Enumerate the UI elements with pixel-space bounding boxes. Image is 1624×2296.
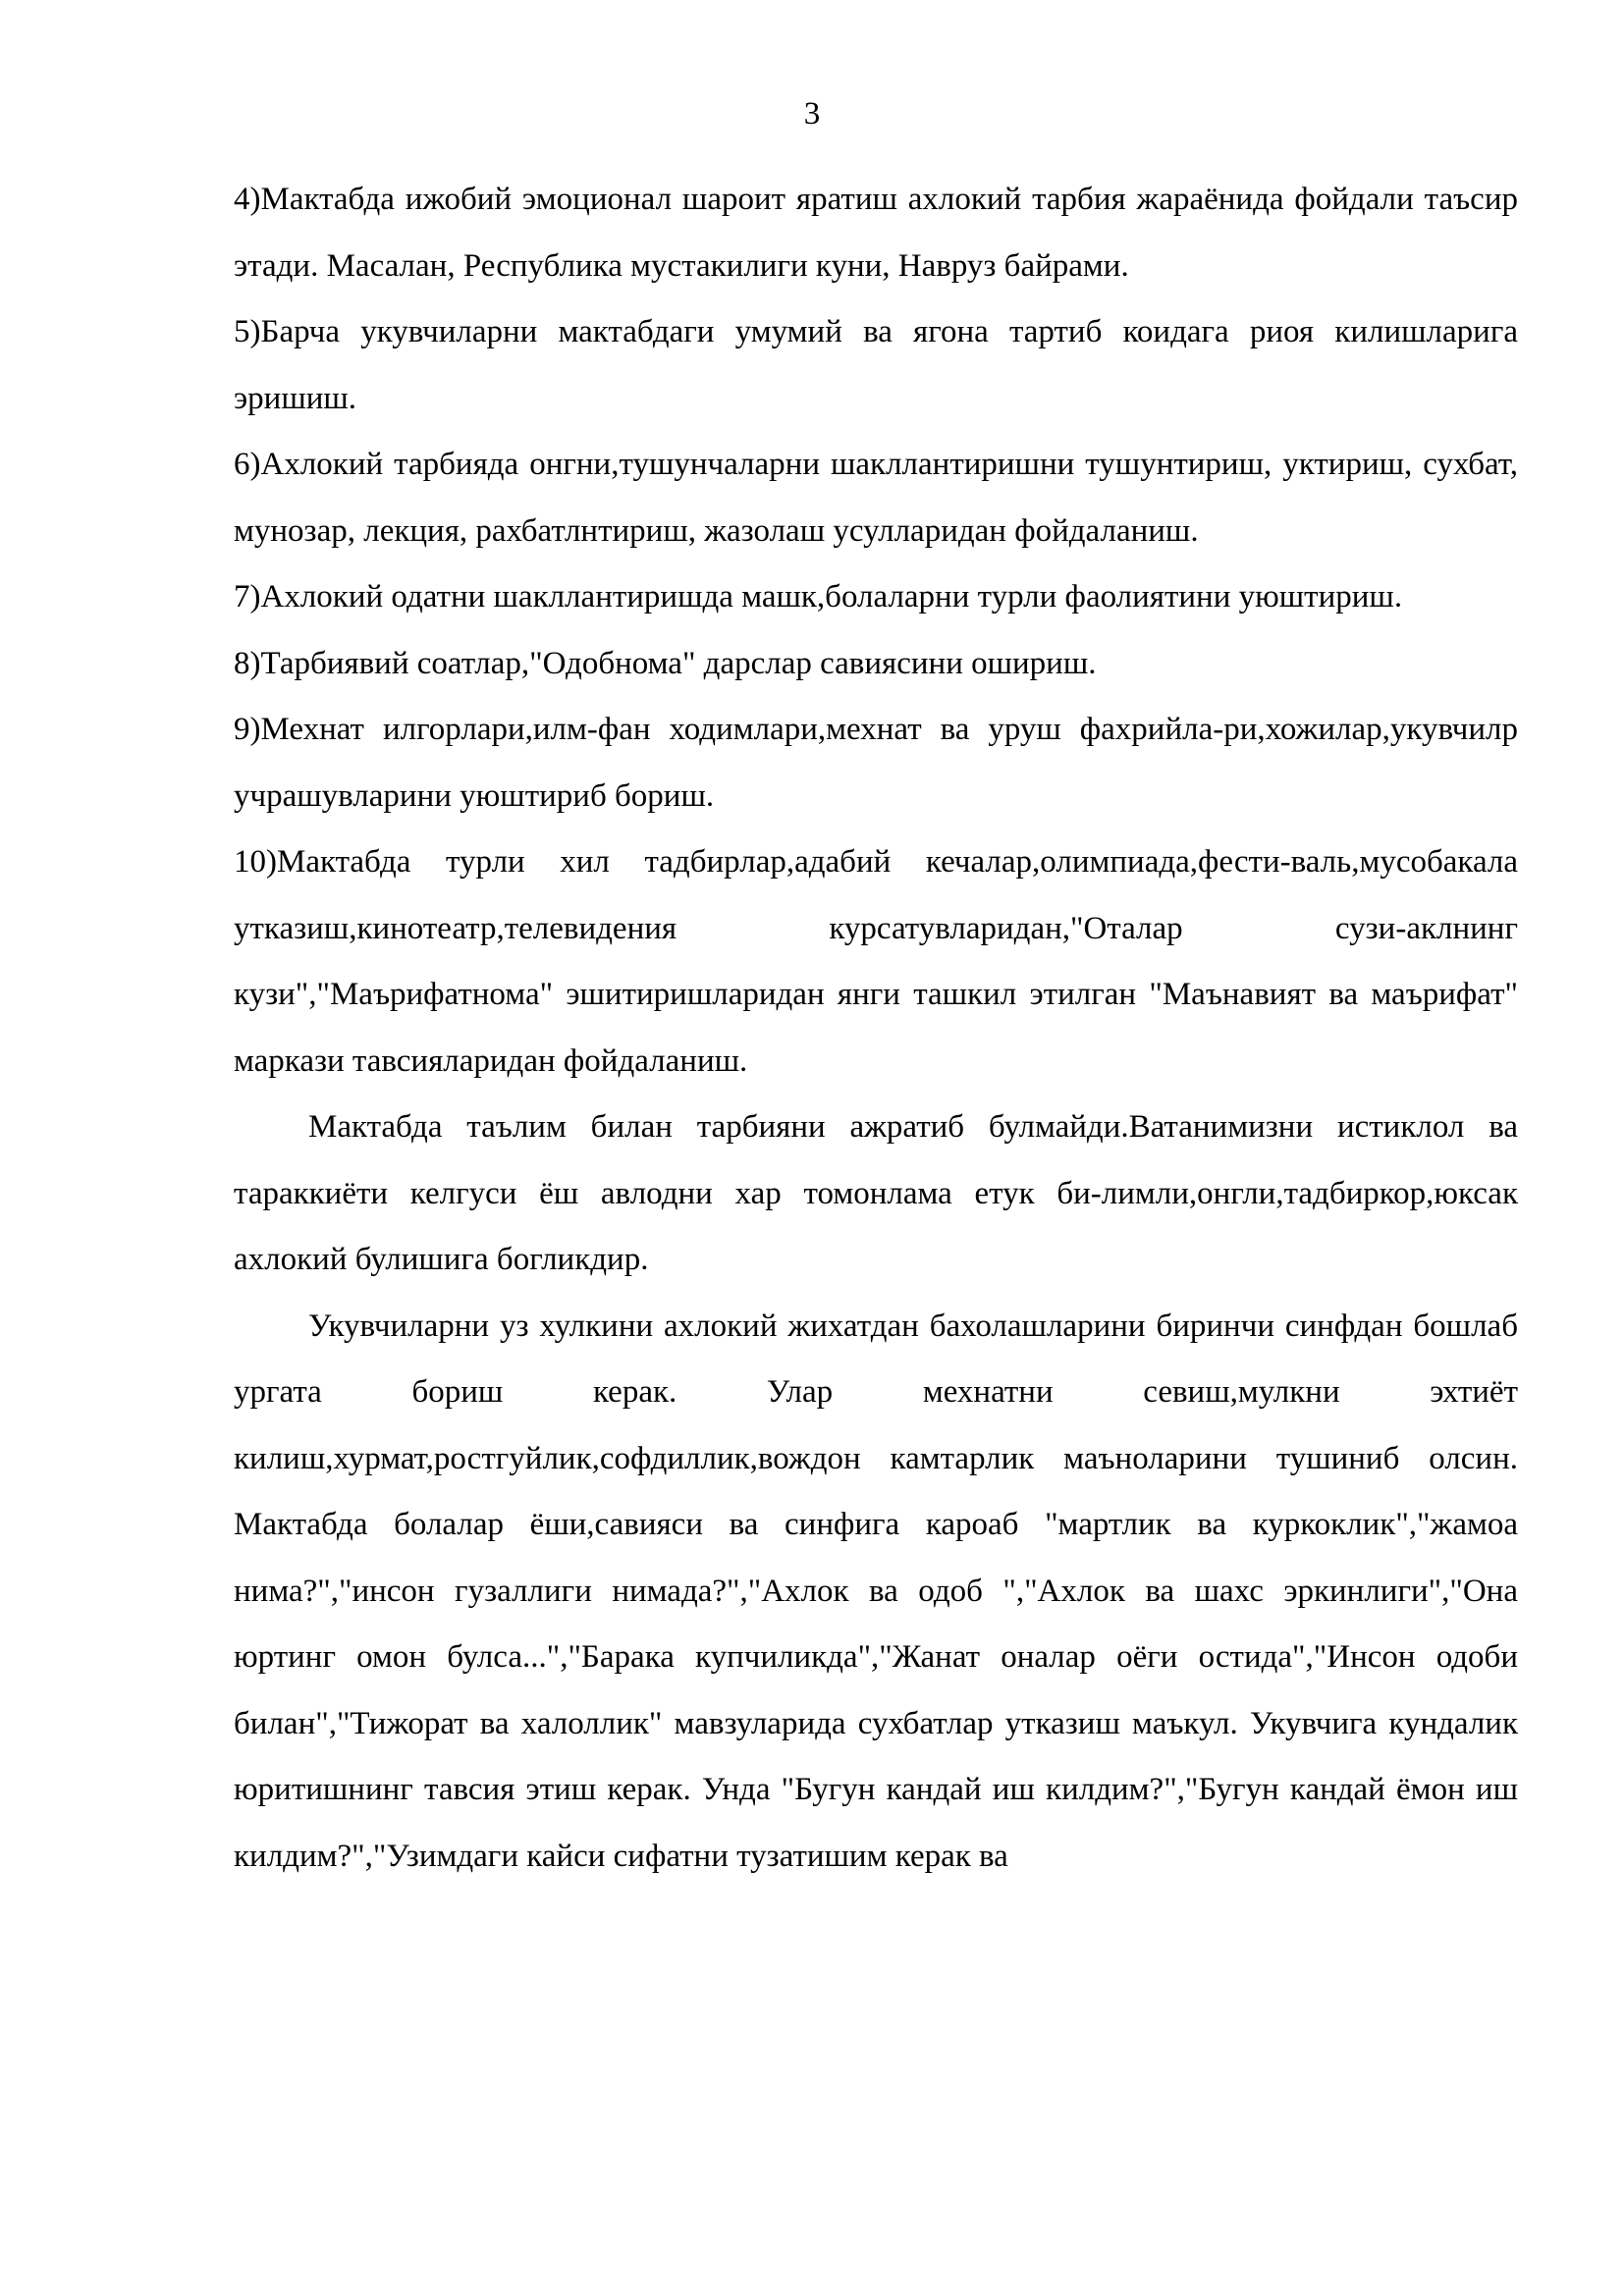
document-body — [234, 167, 1518, 1890]
list-item: 7)Ахлокий одатни шакллантиришда машк,болаларни турли фаолиятини уюштириш. — [234, 579, 1403, 614]
body-paragraph: Укувчиларни уз хулкини ахлокий жихатдан бахолашларини биринчи синфдан бошлаб ургата бориш керак. Улар мехнатни севиш,мулкни эхтиёт килиш,хурмат,ростгуйлик,софдиллик,вождон камтарлик маъноларини тушиниб олсин. Мактабда болалар ёши,савияси ва синфига кароаб "мартлик ва куркоклик","жамоа нима?","инсон гузаллиги нимада?","Ахлок ва одоб ","Ахлок ва шахс эркинлиги","Она юртинг омон булса...","Барака купчиликда","Жанат оналар оёги остида","Инсон одоби билан","Тижорат ва халоллик" мавзуларида сухбатлар утказиш маъкул. Укувчига кундалик юритишнинг тавсия этиш керак. Унда "Бугун кандай иш килдим?","Бугун кандай ёмон иш килдим?","Узимдаги кайси сифатни тузатишим керак ва — [234, 1308, 1518, 1874]
list-item: 9)Мехнат илгорлари,илм-фан ходимлари,мехнат ва уруш фахрийла-ри,хожилар,укувчилр учрашувларини уюштириб бориш. — [234, 712, 1518, 814]
list-item: 4)Мактабда ижобий эмоционал шароит яратиш ахлокий тарбия жараёнида фойдали таъсир этади. Масалан, Республика мустакилиги куни, Навруз байрами. — [234, 182, 1518, 284]
body-paragraph: Мактабда таълим билан тарбияни ажратиб булмайди.Ватанимизни истиклол ва тараккиёти келгуси ёш авлодни хар томонлама етук би-лимли,онгли,тадбиркор,юксак ахлокий булишига богликдир. — [234, 1109, 1518, 1277]
list-item: 6)Ахлокий тарбияда онгни,тушунчаларни шакллантиришни тушунтириш, уктириш, сухбат, мунозар, лекция, рахбатлнтириш, жазолаш усулларидан фойдаланиш. — [234, 447, 1518, 549]
list-item: 8)Тарбиявий соатлар,"Одобнома" дарслар савиясини ошириш. — [234, 645, 1097, 681]
list-item: 5)Барча укувчиларни мактабдаги умумий ва ягона тартиб коидага риоя килишларига эришиш. — [234, 314, 1518, 416]
list-item: 10)Мактабда турли хил тадбирлар,адабий кечалар,олимпиада,фести-валь,мусобакала утказиш,кинотеатр,телевидения курсатувларидан,"Оталар сузи-аклнинг кузи","Маърифатнома" эшитиришларидан янги ташкил этилган "Маънавият ва маърифат" маркази тавсияларидан фойдаланиш. — [234, 844, 1518, 1079]
page-number: 3 — [803, 96, 821, 132]
